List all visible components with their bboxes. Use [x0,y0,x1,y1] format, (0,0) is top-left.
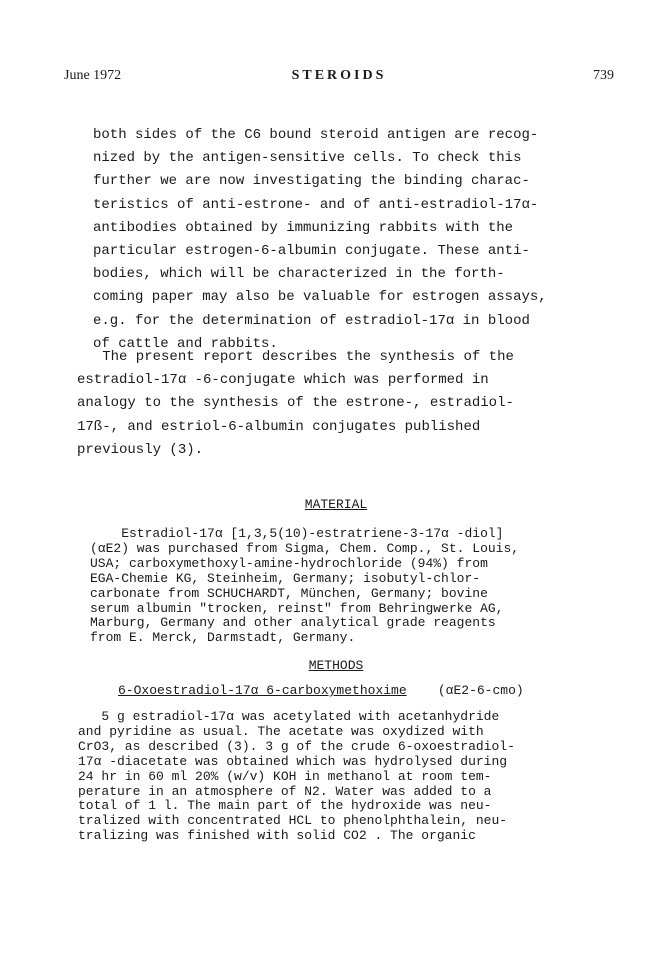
page-header [64,68,614,88]
text-line: analogy to the synthesis of the estrone-, estradiol- [77,395,514,412]
text-line: tralized with concentrated HCL to phenolphthalein, neu- [78,813,508,829]
text-line: tralizing was finished with solid CO2 . The organic [78,828,476,844]
paragraph-2 [77,346,597,462]
text-line: nized by the antigen-sensitive cells. To check this [93,150,522,167]
text-line: further we are now investigating the binding charac- [93,173,530,190]
text-line: from E. Merck, Darmstadt, Germany. [90,630,356,646]
methods-subheading [118,683,598,698]
text-line: 17α -diacetate was obtained which was hydrolysed during [78,753,508,769]
page-number: 739 [593,68,614,83]
text-line: The present report describes the synthesis of the [77,349,514,365]
text-line: of cattle and rabbits. [93,335,278,352]
methods-paragraph [78,710,598,844]
header-date: June 1972 [64,68,122,83]
text-line: EGA-Chemie KG, Steinheim, Germany; isobutyl-chlor- [90,570,481,586]
text-line: total of 1 l. The main part of the hydroxide was neu- [78,798,492,814]
subheading-abbrev: (αE2-6-cmo) [437,683,524,698]
journal-title: STEROIDS [291,68,387,83]
text-line: estradiol-17α -6-conjugate which was performed in [77,372,489,389]
text-line: particular estrogen-6-albumin conjugate. These anti- [93,243,530,260]
text-line: coming paper may also be valuable for estrogen assays, [93,289,547,306]
text-line: e.g. for the determination of estradiol-17α in blood [93,312,530,329]
material-heading: MATERIAL [304,497,368,512]
text-line: teristics of anti-estrone- and of anti-estradiol-17α- [93,196,539,213]
text-line: 24 hr in 60 ml 20% (w/v) KOH in methanol at room tem- [78,768,492,784]
text-line: carbonate from SCHUCHARDT, München, Germany; bovine [90,585,488,601]
subheading-title: 6-Oxoestradiol-17α 6-carboxymethoxime [118,683,407,698]
text-line: USA; carboxymethoxyl-amine-hydrochloride (94%) from [90,555,488,571]
text-line: 5 g estradiol-17α was acetylated with acetanhydride [78,709,500,724]
material-paragraph [90,527,590,646]
text-line: and pyridine as usual. The acetate was oxydized with [78,723,484,739]
text-line: previously (3). [77,441,204,458]
text-line: antibodies obtained by immunizing rabbits with the [93,219,514,236]
text-line: both sides of the C6 bound steroid antigen are recog- [93,127,539,143]
text-line: serum albumin "trocken, reinst" from Behringwerke AG, [90,600,504,616]
text-line: perature in an atmosphere of N2. Water was added to a [78,783,492,799]
text-line: CrO3, as described (3). 3 g of the crude 6-oxoestradiol- [78,738,515,754]
text-line: bodies, which will be characterized in the forth- [93,266,505,283]
text-line: Marburg, Germany and other analytical grade reagents [90,615,496,631]
methods-heading: METHODS [308,658,364,673]
text-line: 17ß-, and estriol-6-albumin conjugates published [77,418,481,435]
paragraph-1 [93,124,573,356]
text-line: (αE2) was purchased from Sigma, Chem. Comp., St. Louis, [90,540,520,556]
text-line: Estradiol-17α [1,3,5(10)-estratriene-3-17α -diol] [90,526,504,541]
